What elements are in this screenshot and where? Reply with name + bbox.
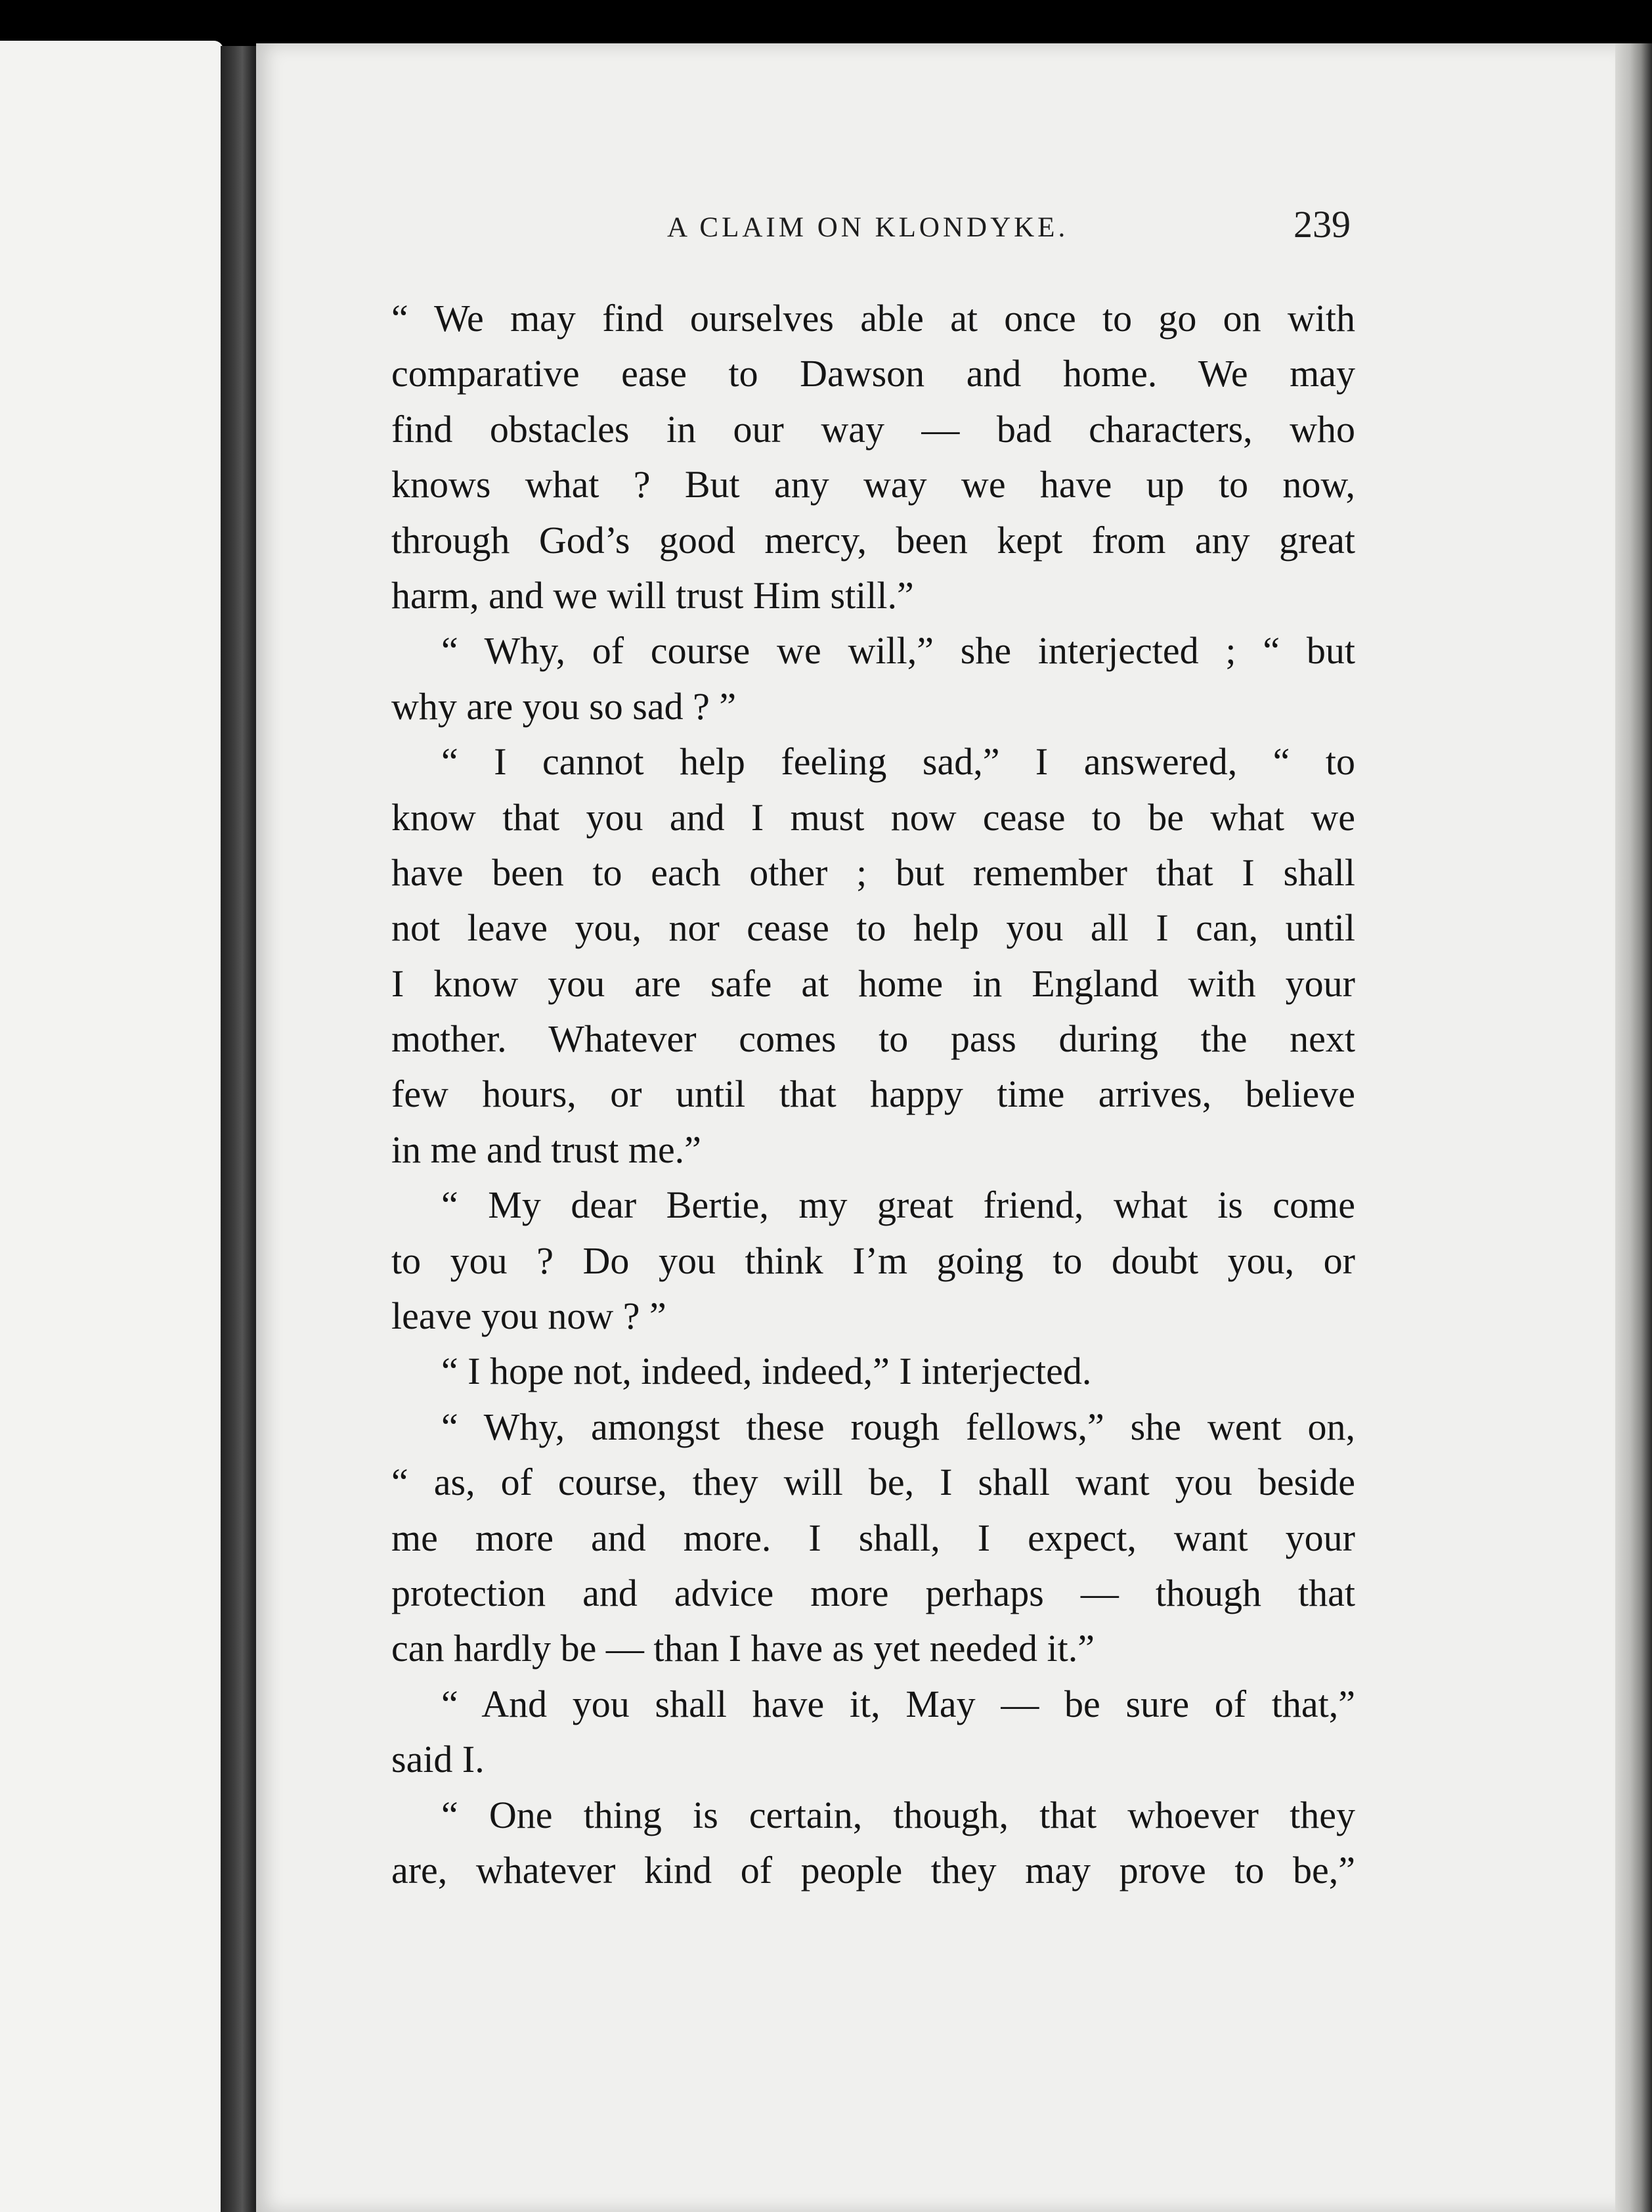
page-number: 239 — [1293, 203, 1351, 246]
text-line: find obstacles in our way — bad characters, who — [391, 407, 1355, 451]
text-line: knows what ? But any way we have up to now, — [391, 463, 1355, 506]
text-line: protection and advice more perhaps — though that — [391, 1571, 1355, 1614]
text-line: “ One thing is certain, though, that whoever they — [441, 1793, 1355, 1836]
text-line: have been to each other ; but remember that I shall — [391, 851, 1355, 894]
text-line: “ My dear Bertie, my great friend, what is come — [441, 1183, 1355, 1227]
text-line: harm, and we will trust Him still.” — [391, 573, 914, 617]
page-edge — [1615, 43, 1652, 2212]
previous-page-fragment — [0, 41, 223, 2212]
text-line: “ Why, amongst these rough fellows,” she went on, — [441, 1405, 1355, 1448]
text-line: “ Why, of course we will,” she interjected ; “ but — [441, 629, 1355, 673]
text-line: “ as, of course, they will be, I shall want you beside — [391, 1461, 1355, 1504]
text-line: “ We may find ourselves able at once to go on with — [391, 297, 1355, 340]
text-line: comparative ease to Dawson and home. We may — [391, 352, 1355, 395]
running-head: A CLAIM ON KLONDYKE. — [667, 212, 1069, 243]
text-line: not leave you, nor cease to help you all I can, until — [391, 906, 1355, 950]
text-line: me more and more. I shall, I expect, want your — [391, 1516, 1355, 1559]
text-line: are, whatever kind of people they may prove to be,” — [391, 1848, 1355, 1891]
text-line: know that you and I must now cease to be what we — [391, 795, 1355, 839]
text-line: in me and trust me.” — [391, 1128, 701, 1171]
text-line: can hardly be — than I have as yet needed it.” — [391, 1627, 1095, 1670]
book-gutter — [221, 46, 260, 2212]
text-line: why are you so sad ? ” — [391, 684, 737, 728]
text-line: through God’s good mercy, been kept from any great — [391, 518, 1355, 562]
text-line: leave you now ? ” — [391, 1294, 666, 1338]
text-line: “ I cannot help feeling sad,” I answered, “ to — [441, 740, 1355, 784]
body-text — [391, 291, 1355, 1898]
text-line: to you ? Do you think I’m going to doubt you, or — [391, 1239, 1355, 1282]
text-line: I know you are safe at home in England with your — [391, 962, 1355, 1005]
text-line: mother. Whatever comes to pass during the next — [391, 1017, 1355, 1061]
text-line: “ And you shall have it, May — be sure of that,” — [441, 1682, 1355, 1725]
text-line: “ I hope not, indeed, indeed,” I interjected. — [441, 1350, 1092, 1393]
text-line: few hours, or until that happy time arrives, believe — [391, 1073, 1355, 1116]
text-line: said I. — [391, 1738, 485, 1781]
